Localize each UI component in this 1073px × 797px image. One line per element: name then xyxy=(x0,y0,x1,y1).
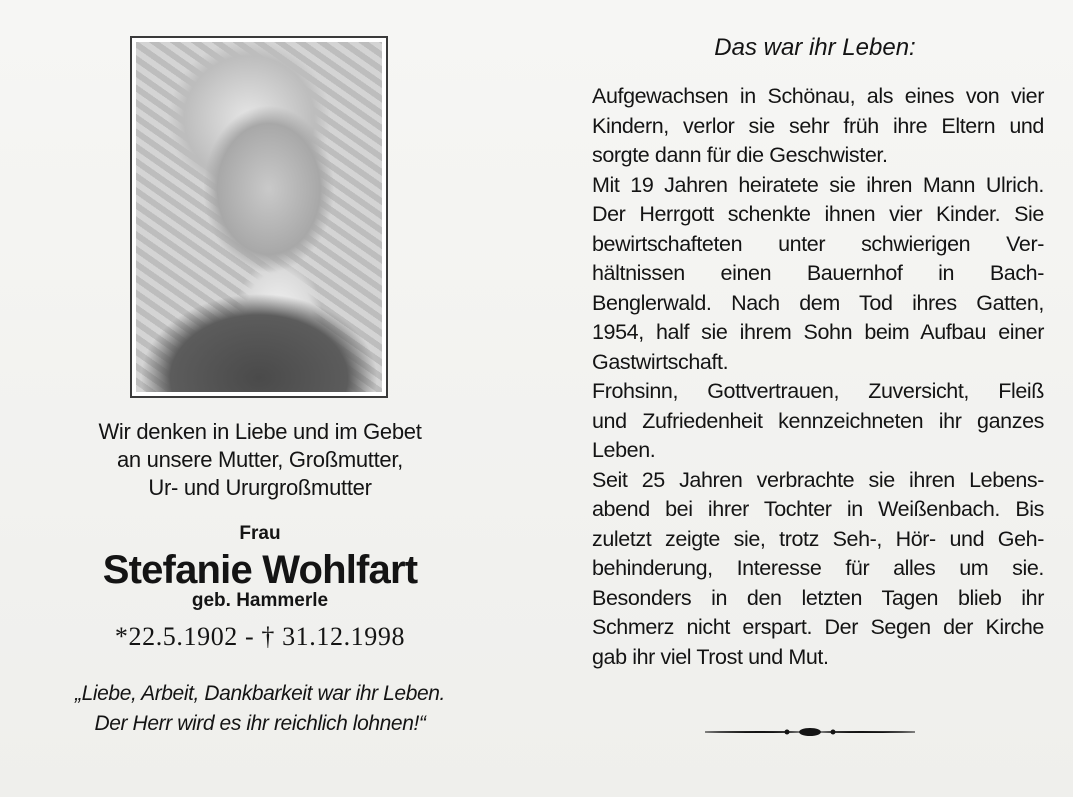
bio-line: Benglerwald. Nach dem Tod ihres Gatten, xyxy=(592,290,1044,315)
life-dates: *22.5.1902 - † 31.12.1998 xyxy=(114,622,406,651)
bio-line: Frohsinn, Gottvertrauen, Zuversicht, Fleiß xyxy=(592,379,1044,403)
dedication-line: Ur- und Ururgroßmutter xyxy=(148,475,372,500)
biography-text xyxy=(592,82,1044,672)
bio-line: Der Herrgott schenkte ihnen vier Kinder. Sie xyxy=(592,202,1044,226)
bio-line: gab ihr viel Trost und Mut. xyxy=(592,644,829,669)
bio-line: zuletzt zeigte sie, trotz Seh-, Hör- und Geh- xyxy=(592,526,1044,551)
dedication-line: Wir denken in Liebe und im Gebet xyxy=(98,419,422,444)
salutation: Frau xyxy=(239,523,281,544)
bio-line: Leben. xyxy=(592,438,656,462)
bio-line: Mit 19 Jahren heiratete sie ihren Mann Ulrich. xyxy=(592,172,1044,197)
bio-line: 1954, half sie ihrem Sohn beim Aufbau einer xyxy=(592,320,1044,344)
bio-line: Seit 25 Jahren verbrachte sie ihren Lebens- xyxy=(592,467,1044,492)
memorial-quote xyxy=(50,679,470,739)
portrait-photo xyxy=(136,42,382,392)
bio-line: abend bei ihrer Tochter in Weißenbach. Bis xyxy=(592,497,1044,521)
quote-line: Der Herr wird es ihr reichlich lohnen!“ xyxy=(94,712,426,735)
biography-heading: Das war ihr Leben: xyxy=(714,34,916,61)
bio-line: hältnissen einen Bauernhof in Bach- xyxy=(592,261,1044,285)
bio-line: Aufgewachsen in Schönau, als eines von vier xyxy=(592,84,1044,108)
portrait-photo-frame xyxy=(130,36,388,398)
bio-line: Gastwirtschaft. xyxy=(592,349,729,374)
bio-line: bewirtschafteten unter schwierigen Ver- xyxy=(592,231,1044,256)
dedication-text xyxy=(60,418,460,502)
deceased-name: Stefanie Wohlfart xyxy=(102,548,418,592)
maiden-name: geb. Hammerle xyxy=(191,590,329,611)
dedication-line: an unsere Mutter, Großmutter, xyxy=(117,447,403,472)
bio-line: sorgte dann für die Geschwister. xyxy=(592,143,888,167)
bio-line: Besonders in den letzten Tagen blieb ihr xyxy=(592,585,1044,610)
quote-line: „Liebe, Arbeit, Dankbarkeit war ihr Leben. xyxy=(75,682,445,705)
bio-line: Schmerz nicht erspart. Der Segen der Kirche xyxy=(592,615,1044,639)
bio-line: Kindern, verlor sie sehr früh ihre Eltern und xyxy=(592,113,1044,138)
ornamental-divider-icon xyxy=(705,722,915,742)
bio-line: behinderung, Interesse für alles um sie. xyxy=(592,556,1044,580)
bio-line: und Zufriedenheit kennzeichneten ihr ganzes xyxy=(592,408,1044,433)
